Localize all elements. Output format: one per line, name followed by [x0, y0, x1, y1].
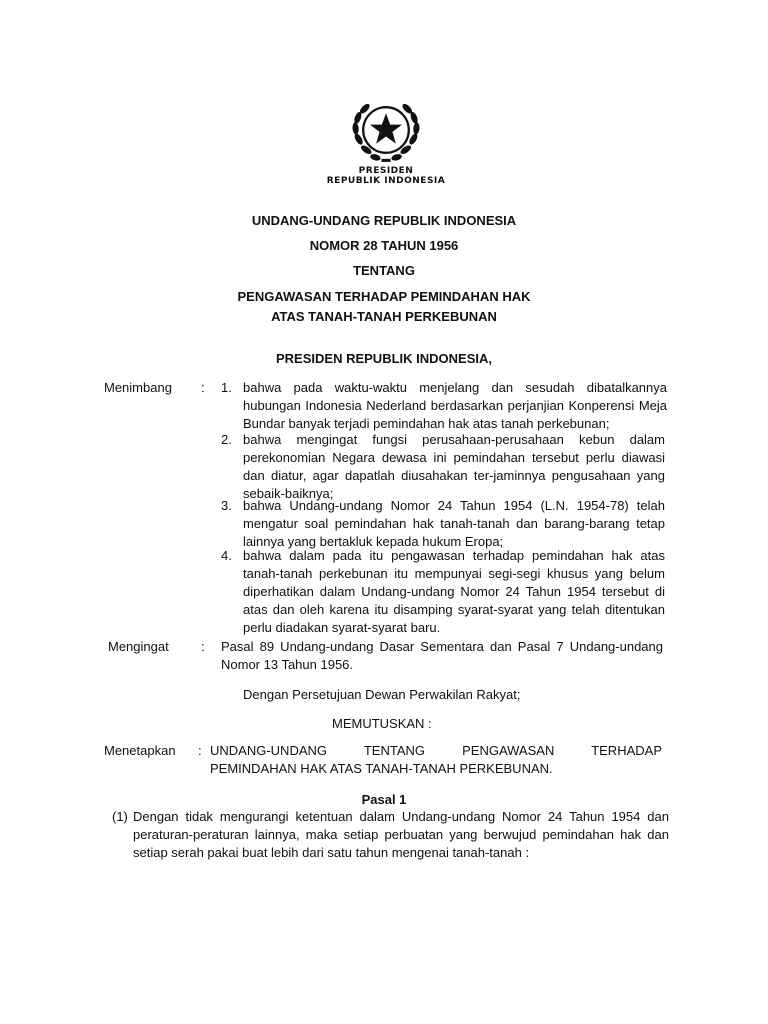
pasal-1-item-text: Dengan tidak mengurangi ketentuan dalam Undang-undang Nomor 24 Tahun 1954 dan peraturan-peraturan lainnya, maka setiap perbuatan yang berwujud pemindahan hak dan setiap serah pakai buat lebih dari satu tahun mengenai tanah-tanah :: [133, 809, 669, 860]
president-heading: PRESIDEN REPUBLIK INDONESIA,: [276, 351, 492, 366]
mengingat-text: Pasal 89 Undang-undang Dasar Sementara dan Pasal 7 Undang-undang Nomor 13 Tahun 1956.: [221, 639, 663, 672]
menimbang-item-4-number: 4.: [221, 548, 232, 563]
law-subject-line-1: PENGAWASAN TERHADAP PEMINDAHAN HAK: [237, 289, 531, 304]
seal-title: PRESIDEN: [358, 166, 414, 176]
garuda-star-emblem-icon: [348, 92, 424, 168]
menimbang-item-2-number: 2.: [221, 432, 232, 447]
menimbang-item-2-text: bahwa mengingat fungsi perusahaan-perusahaan kebun dalam perekonomian Negara dewasa ini pemindahan tersebut perlu diawasi dan diatur, agar dapatlah diusahakan ter-jaminnya pengusahaan yang sebaik-baiknya;: [243, 432, 665, 501]
pasal-1-title: Pasal 1: [361, 792, 407, 807]
law-about: TENTANG: [353, 263, 415, 278]
seal-subtitle: REPUBLIK INDONESIA: [326, 176, 446, 186]
mengingat-label: Mengingat: [108, 639, 169, 654]
menimbang-colon: :: [201, 380, 205, 395]
law-subject-line-2: ATAS TANAH-TANAH PERKEBUNAN: [271, 309, 497, 324]
persetujuan-text: Dengan Persetujuan Dewan Perwakilan Rakyat;: [243, 687, 521, 702]
menimbang-label: Menimbang: [104, 380, 172, 395]
menetapkan-line-1: UNDANG-UNDANG TENTANG PENGAWASAN TERHADAP: [210, 743, 662, 758]
menimbang-item-1-number: 1.: [221, 380, 232, 395]
mengingat-colon: :: [201, 639, 205, 654]
law-number: NOMOR 28 TAHUN 1956: [309, 238, 459, 253]
menetapkan-label: Menetapkan: [104, 743, 176, 758]
pasal-1-item-number: (1): [112, 809, 128, 824]
menimbang-item-3-number: 3.: [221, 498, 232, 513]
menimbang-item-1-text: bahwa pada waktu-waktu menjelang dan sesudah dibatalkannya hubungan Indonesia Nederland berdasarkan perjanjian Konperensi Meja Bundar banyak terjadi pemindahan hak atas tanah perkebunan;: [243, 380, 667, 431]
menimbang-item-4-text: bahwa dalam pada itu pengawasan terhadap pemindahan hak atas tanah-tanah perkebunan itu mempunyai segi-segi khusus yang belum diperhatikan dalam Undang-undang Nomor 24 Tahun 1954 tersebut di atas dan oleh karena itu disamping syarat-syarat yang telah ditentukan perlu diadakan syarat-syarat baru.: [243, 548, 665, 635]
menetapkan-line-2: PEMINDAHAN HAK ATAS TANAH-TANAH PERKEBUNAN.: [210, 761, 553, 776]
menimbang-item-3-text: bahwa Undang-undang Nomor 24 Tahun 1954 (L.N. 1954-78) telah mengatur soal pemindahan hak tanah-tanah dan barang-barang tetap lainnya yang bertakluk kepada hukum Eropa;: [243, 498, 665, 549]
menetapkan-colon: :: [198, 743, 202, 758]
law-title: UNDANG-UNDANG REPUBLIK INDONESIA: [251, 213, 517, 228]
memutuskan-heading: MEMUTUSKAN :: [332, 716, 432, 731]
